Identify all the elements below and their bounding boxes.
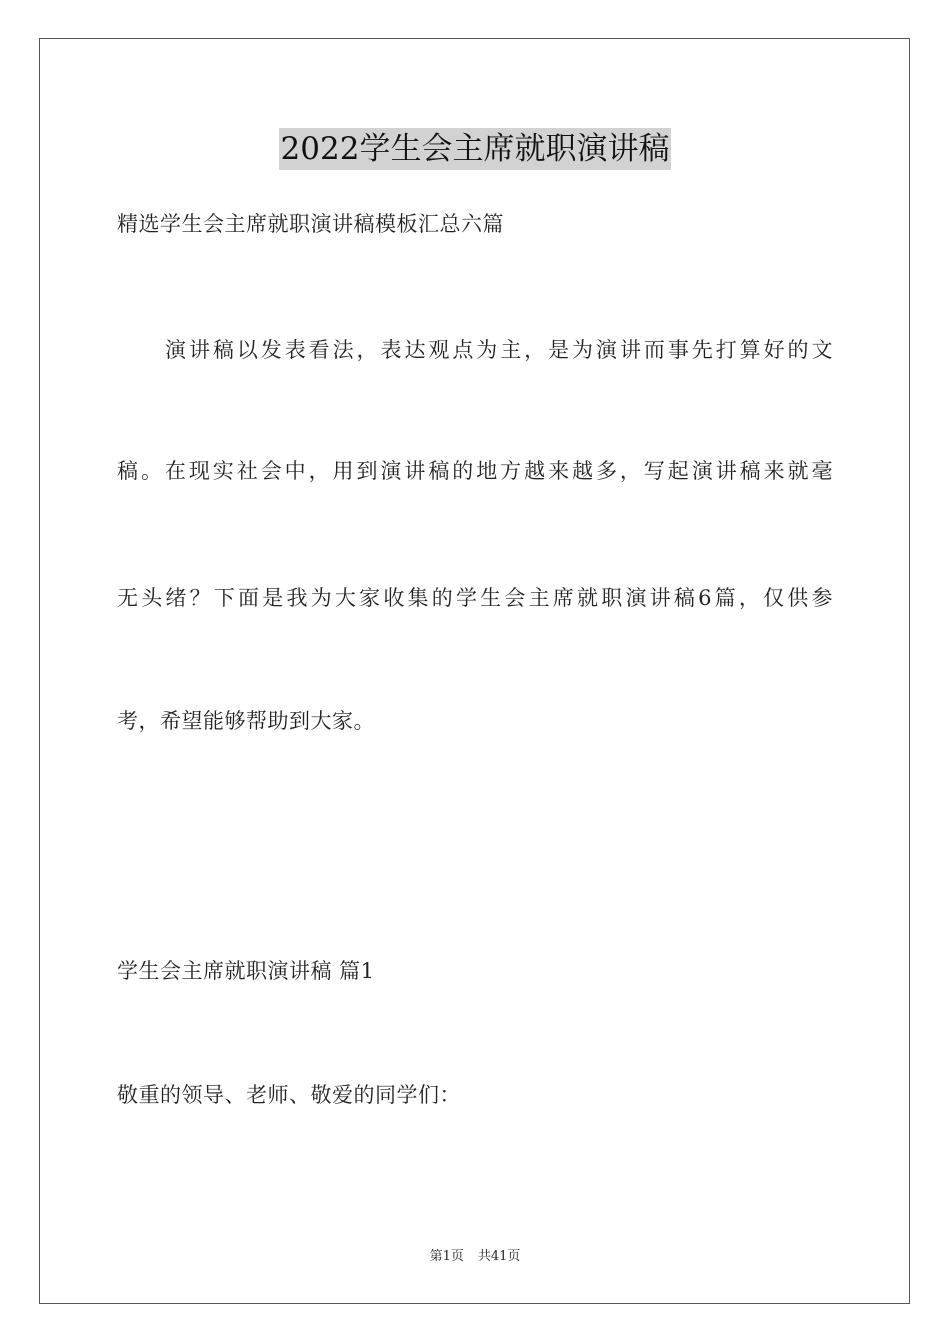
page-number-current: 第1页 xyxy=(429,1249,464,1264)
paragraph-line-1: 演讲稿以发表看法，表达观点为主，是为演讲而事先打算好的文 xyxy=(165,338,833,362)
paragraph-line-4: 考，希望能够帮助到大家。 xyxy=(117,709,375,733)
document-subtitle: 精选学生会主席就职演讲稿模板汇总六篇 xyxy=(117,212,504,236)
paragraph-line-3: 无头绪？下面是我为大家收集的学生会主席就职演讲稿6篇，仅供参 xyxy=(117,586,833,610)
section-heading: 学生会主席就职演讲稿 篇1 xyxy=(117,959,375,983)
salutation: 敬重的领导、老师、敬爱的同学们： xyxy=(117,1083,461,1107)
paragraph-line-2: 稿。在现实社会中，用到演讲稿的地方越来越多，写起演讲稿来就毫 xyxy=(117,459,833,483)
page-number-total: 共41页 xyxy=(477,1249,521,1264)
title-container xyxy=(0,128,950,170)
page-footer xyxy=(0,1248,950,1266)
document-title: 2022学生会主席就职演讲稿 xyxy=(279,128,672,170)
